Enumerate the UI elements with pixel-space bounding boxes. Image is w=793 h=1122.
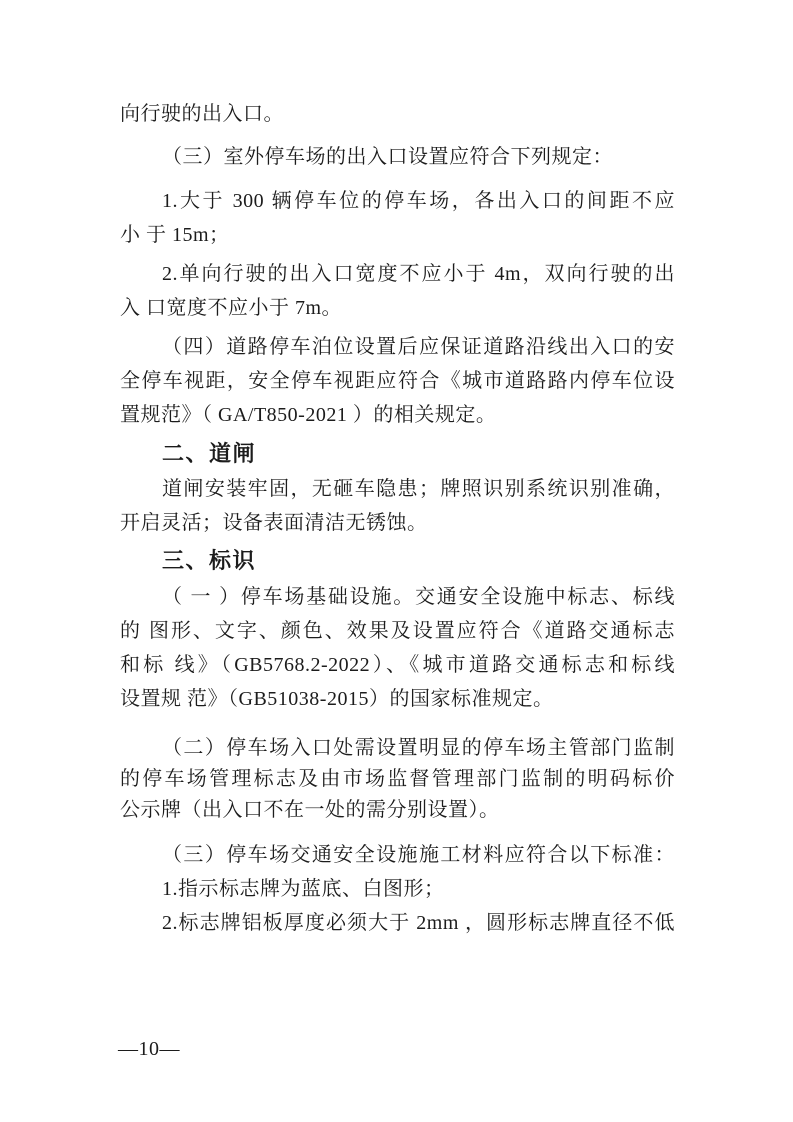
paragraph-item3-outdoor [120,140,675,174]
section-heading-text: 三、标识 [162,548,257,573]
paragraph-item4-roadside [120,330,675,432]
text-line: （三）室外停车场的出入口设置应符合下列规定： [162,146,613,168]
paragraph-daozha-body [120,472,675,540]
text-line: 道闸安装牢固，无砸车隐患；牌照识别系统识别准确， [162,478,675,500]
paragraph-material-rule1 [120,872,675,906]
text-line: 2.单向行驶的出入口宽度不应小于 4m，双向行驶的出 [162,263,675,285]
text-line: 向行驶的出入口。 [120,103,284,125]
text-line: 1.指示标志牌为蓝底、白图形； [162,878,445,900]
section-heading-daozha [120,437,675,471]
paragraph-material-rule2 [120,906,675,940]
paragraph-item3-materials [120,838,675,872]
paragraph-rule2-width [120,257,675,325]
text-line: 开启灵活；设备表面清洁无锈蚀。 [120,512,428,534]
text-line: 小 于 15m； [120,224,230,246]
text-line: 和标 线》（GB5768.2-2022）、《城市道路交通标志和标线 [120,654,675,676]
text-line: 入 口宽度不应小于 7m。 [120,297,343,319]
text-line: 的停车场管理标志及由市场监督管理部门监制的明码标价 [120,768,675,790]
paragraph-item2-entrance-signs [120,733,675,826]
paragraph-item1-basic-facilities [120,580,675,716]
document-body [120,97,675,940]
text-line: （四）道路停车泊位设置后应保证道路沿线出入口的安 [162,336,675,358]
text-line: 的 图形、文字、颜色、效果及设置应符合《道路交通标志 [120,620,675,642]
page-number: —10— [118,1038,180,1060]
text-line: （ 一 ）停车场基础设施。交通安全设施中标志、标线 [162,586,675,608]
text-line: 设置规 范》（GB51038-2015）的国家标准规定。 [120,688,554,710]
text-line: （二）停车场入口处需设置明显的停车场主管部门监制 [162,737,675,759]
paragraph-rule1-spacing [120,184,675,252]
text-line: 1.大于 300 辆停车位的停车场，各出入口的间距不应 [162,190,675,212]
text-line: 置规范》（ GA/T850-2021 ）的相关规定。 [120,404,497,426]
section-heading-biaoshi [120,544,675,578]
text-line: 公示牌（出入口不在一处的需分别设置）。 [120,799,500,821]
text-line: （三）停车场交通安全设施施工材料应符合以下标准： [162,844,675,866]
section-heading-text: 二、道闸 [162,441,257,466]
text-line: 2.标志牌铝板厚度必须大于 2mm ，圆形标志牌直径不低 [162,912,675,934]
text-line: 全停车视距，安全停车视距应符合《城市道路路内停车位设 [120,370,675,392]
paragraph-intro-tail [120,97,675,131]
